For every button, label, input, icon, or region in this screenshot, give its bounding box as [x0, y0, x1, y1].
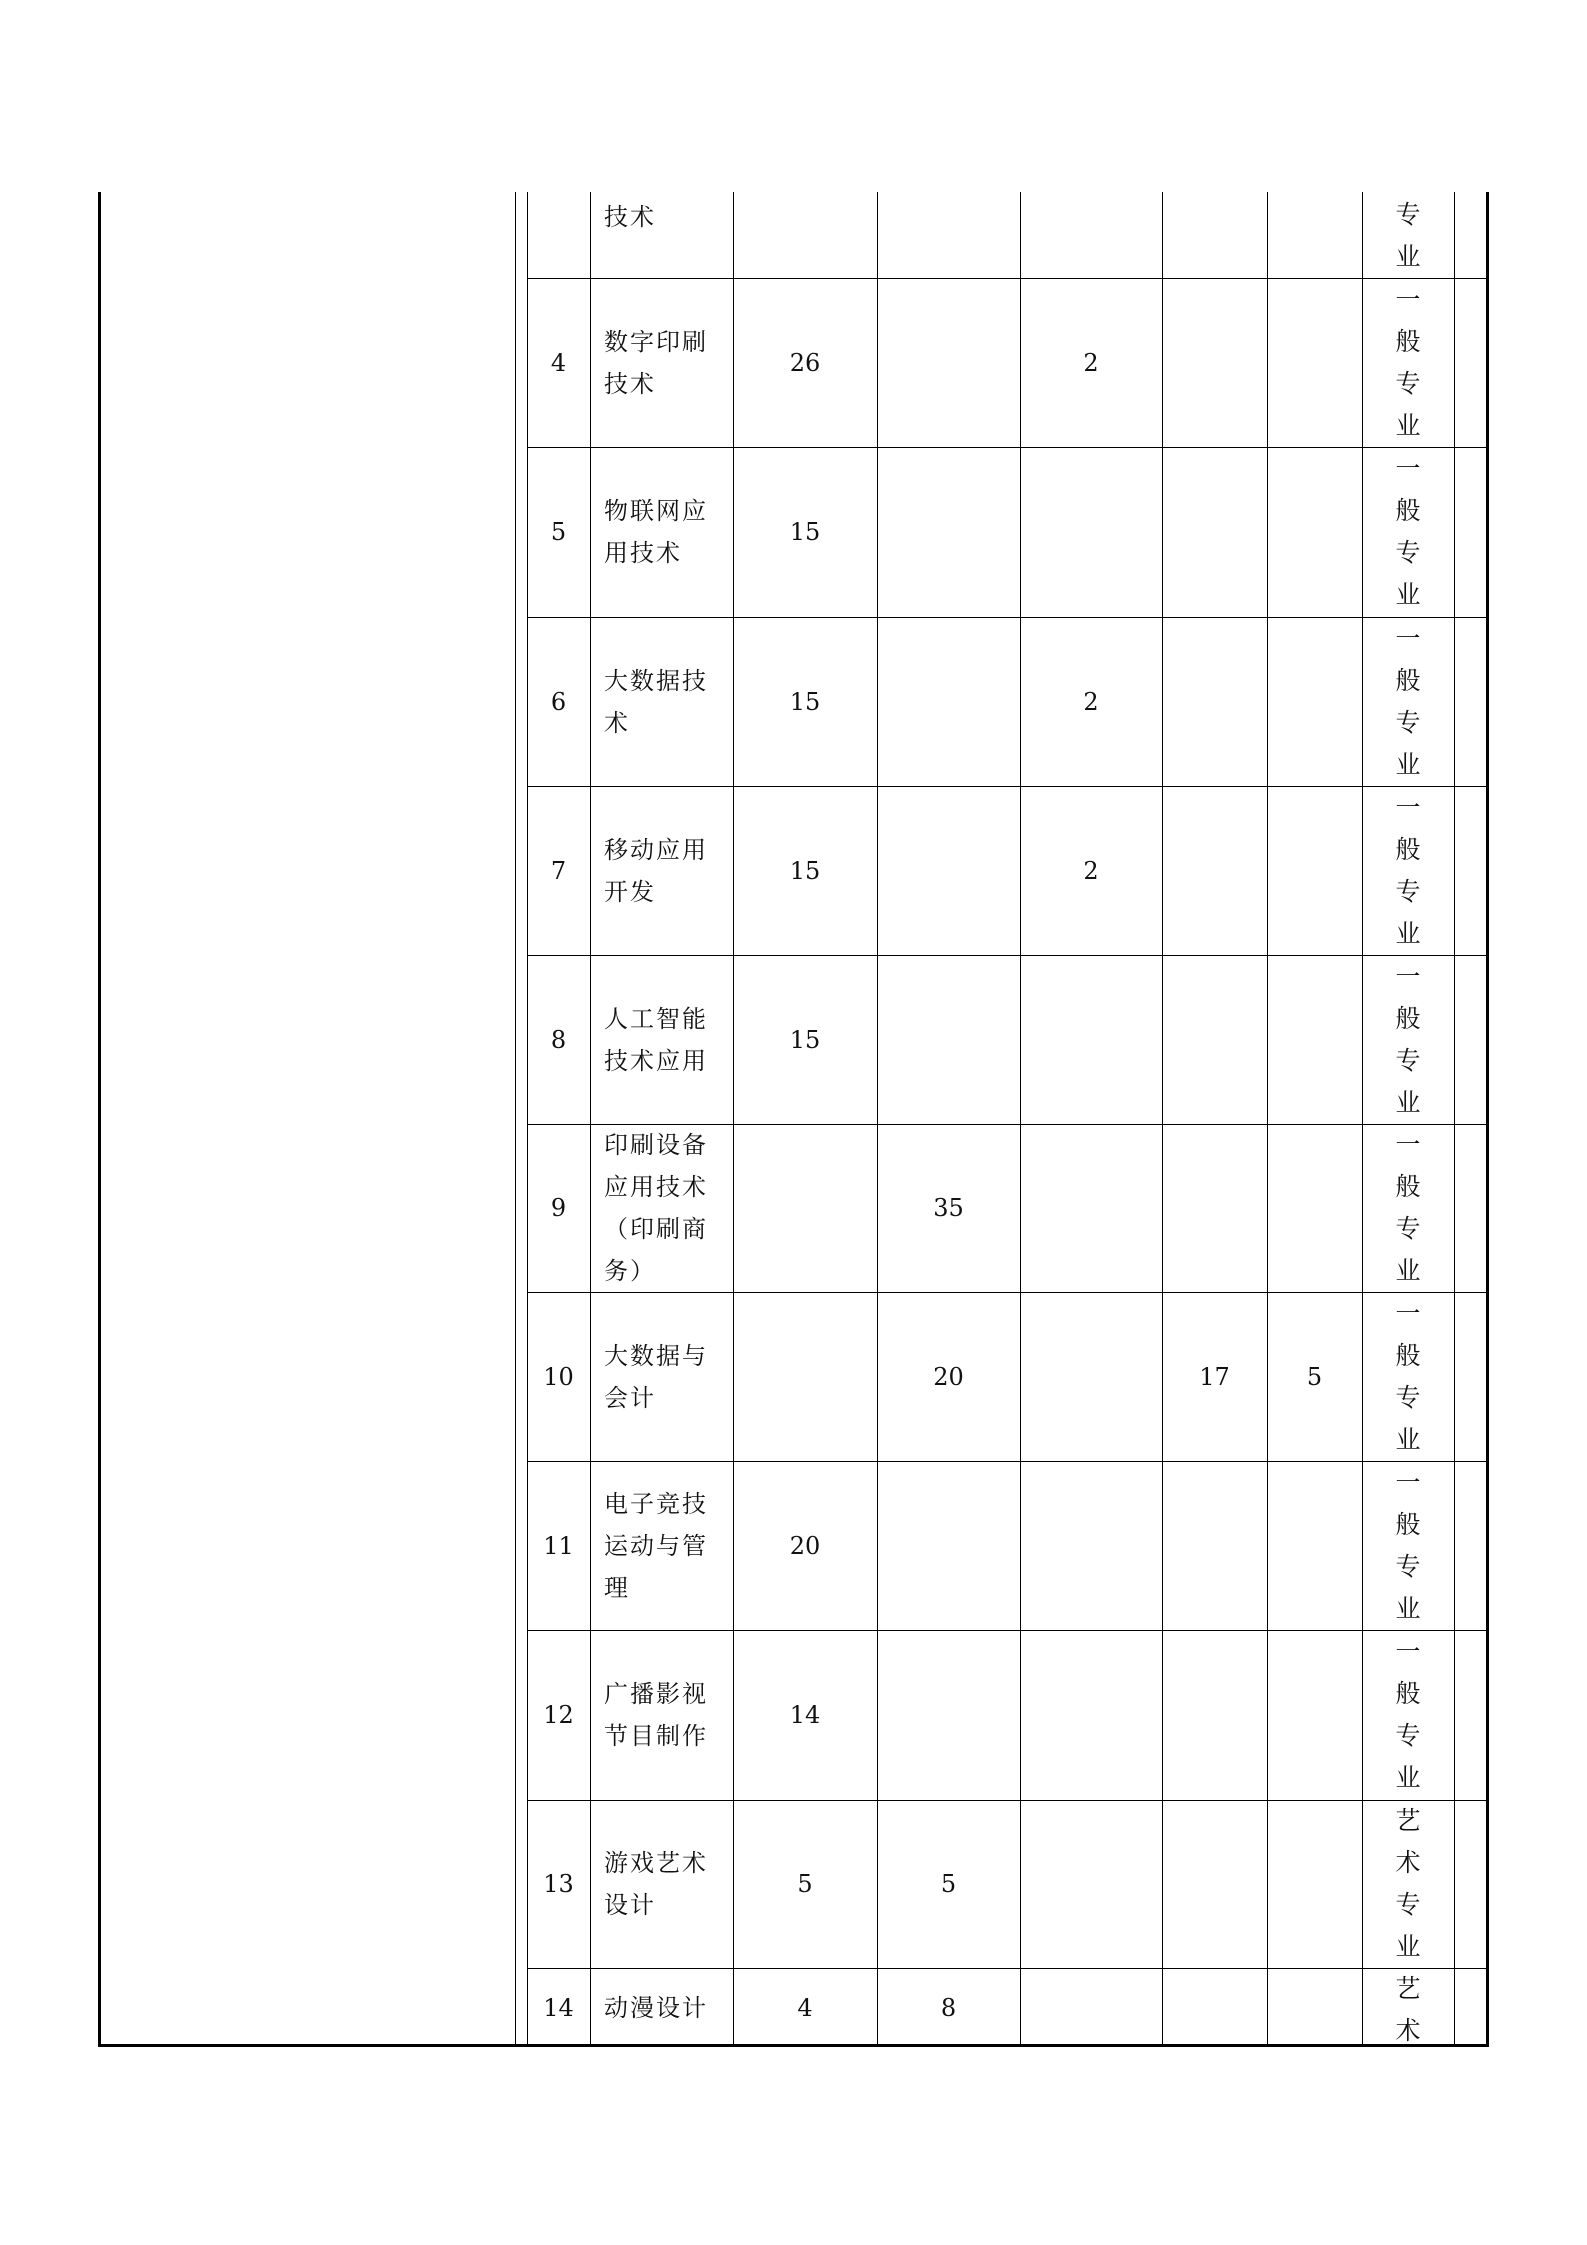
value-cell-col3 — [733, 1124, 877, 1292]
major-type: 艺术专业 — [1395, 1806, 1421, 1961]
course-name: 大数据与会计 — [604, 1341, 708, 1412]
cell-value: 5 — [797, 1870, 813, 1898]
value-cell-col3 — [733, 1630, 877, 1800]
value-cell-col6 — [1162, 447, 1267, 617]
value-cell-col6 — [1162, 1124, 1267, 1292]
value-cell-col4 — [877, 1968, 1020, 2047]
value-cell-col4 — [877, 1461, 1020, 1630]
value-cell-col7 — [1267, 617, 1362, 786]
value-cell-col3 — [733, 1800, 877, 1968]
major-type-cell — [1362, 1800, 1454, 1968]
row-number-cell — [527, 1124, 590, 1292]
value-cell-col4 — [877, 1124, 1020, 1292]
major-type-cell — [1362, 1124, 1454, 1292]
course-name: 大数据技术 — [604, 666, 708, 737]
cell-value: 35 — [933, 1194, 964, 1222]
value-cell-col6 — [1162, 1292, 1267, 1461]
row-number-cell — [527, 617, 590, 786]
value-cell-col4 — [877, 1630, 1020, 1800]
value-cell-col5 — [1020, 447, 1162, 617]
row-number: 8 — [550, 1025, 567, 1054]
column-divider — [515, 192, 516, 2045]
value-cell-col6 — [1162, 1968, 1267, 2047]
major-type: 艺术 — [1395, 1974, 1421, 2045]
value-cell-col6 — [1162, 786, 1267, 955]
major-type: 一般专业 — [1395, 961, 1421, 1117]
value-cell-col6 — [1162, 955, 1267, 1124]
course-name: 广播影视节目制作 — [604, 1680, 708, 1750]
major-type: 一般专业 — [1395, 454, 1421, 609]
row-number: 11 — [543, 1531, 574, 1560]
value-cell-col4 — [877, 1292, 1020, 1461]
cell-value: 2 — [1083, 348, 1099, 377]
major-type: 一般专业 — [1395, 1467, 1421, 1623]
major-type: 专业 — [1395, 200, 1421, 271]
major-type-cell — [1362, 617, 1454, 786]
major-type: 一般专业 — [1395, 623, 1421, 779]
row-number-cell — [527, 1968, 590, 2047]
value-cell-col4 — [877, 955, 1020, 1124]
cell-value: 15 — [789, 856, 821, 885]
row-number-cell — [527, 1292, 590, 1461]
cell-value: 17 — [1199, 1362, 1230, 1391]
row-number: 9 — [550, 1194, 567, 1222]
value-cell-col5 — [1020, 278, 1162, 447]
row-number: 10 — [543, 1362, 574, 1391]
value-cell-col3 — [733, 786, 877, 955]
course-name-cell — [590, 1461, 733, 1630]
course-name-cell — [590, 192, 733, 278]
course-name-cell — [590, 786, 733, 955]
major-type-cell — [1362, 1461, 1454, 1630]
value-cell-col3 — [733, 447, 877, 617]
course-name: 动漫设计 — [604, 1993, 708, 2022]
value-cell-col3 — [733, 1292, 877, 1461]
course-name-cell — [590, 1800, 733, 1968]
cell-value: 20 — [789, 1531, 821, 1560]
column-divider — [1454, 192, 1455, 2045]
value-cell-col5 — [1020, 617, 1162, 786]
cell-value: 14 — [789, 1701, 821, 1729]
value-cell-col4 — [877, 786, 1020, 955]
cell-value: 8 — [940, 1993, 957, 2022]
value-cell-col3 — [733, 278, 877, 447]
cell-value: 4 — [797, 1993, 813, 2022]
major-type-cell — [1362, 192, 1454, 278]
course-name: 游戏艺术设计 — [604, 1849, 708, 1919]
major-type-cell — [1362, 955, 1454, 1124]
value-cell-col4 — [877, 1800, 1020, 1968]
major-type-cell — [1362, 1968, 1454, 2047]
cell-value: 2 — [1083, 856, 1099, 885]
course-name: 技术 — [604, 203, 656, 231]
course-name-cell — [590, 1630, 733, 1800]
row-number-cell — [527, 447, 590, 617]
row-number-cell — [527, 955, 590, 1124]
course-name: 人工智能技术应用 — [604, 1004, 708, 1075]
value-cell-col5 — [1020, 1124, 1162, 1292]
row-number-cell — [527, 1630, 590, 1800]
value-cell-col6 — [1162, 1461, 1267, 1630]
row-number-cell — [527, 278, 590, 447]
value-cell-col4 — [877, 617, 1020, 786]
value-cell-col6 — [1162, 1800, 1267, 1968]
row-number-cell — [527, 192, 590, 278]
course-name-cell — [590, 1968, 733, 2047]
value-cell-col7 — [1267, 786, 1362, 955]
value-cell-col4 — [877, 192, 1020, 278]
value-cell-col7 — [1267, 955, 1362, 1124]
row-number: 13 — [543, 1870, 574, 1898]
course-name-cell — [590, 1292, 733, 1461]
value-cell-col5 — [1020, 1800, 1162, 1968]
cell-value: 26 — [789, 348, 821, 377]
cell-value: 20 — [933, 1362, 964, 1391]
value-cell-col4 — [877, 278, 1020, 447]
value-cell-col7 — [1267, 1292, 1362, 1461]
major-type-cell — [1362, 447, 1454, 617]
major-type-cell — [1362, 1630, 1454, 1800]
course-name: 电子竞技运动与管理 — [604, 1489, 708, 1602]
value-cell-col5 — [1020, 786, 1162, 955]
major-type: 一般专业 — [1395, 284, 1421, 440]
value-cell-col3 — [733, 192, 877, 278]
value-cell-col7 — [1267, 1461, 1362, 1630]
course-name-cell — [590, 955, 733, 1124]
value-cell-col7 — [1267, 1968, 1362, 2047]
course-name-cell — [590, 617, 733, 786]
value-cell-col7 — [1267, 192, 1362, 278]
cell-value: 5 — [1306, 1362, 1323, 1391]
value-cell-col5 — [1020, 955, 1162, 1124]
row-number-cell — [527, 1800, 590, 1968]
value-cell-col5 — [1020, 1461, 1162, 1630]
value-cell-col7 — [1267, 278, 1362, 447]
row-number-cell — [527, 1461, 590, 1630]
major-type: 一般专业 — [1395, 1298, 1421, 1454]
value-cell-col6 — [1162, 192, 1267, 278]
major-type-cell — [1362, 278, 1454, 447]
cell-value: 5 — [940, 1870, 957, 1898]
value-cell-col5 — [1020, 1968, 1162, 2047]
cell-value: 15 — [789, 1025, 821, 1054]
course-name-cell — [590, 1124, 733, 1292]
row-number: 7 — [550, 856, 567, 885]
value-cell-col6 — [1162, 1630, 1267, 1800]
major-type: 一般专业 — [1395, 1130, 1421, 1285]
row-number: 14 — [543, 1993, 574, 2022]
cell-value: 15 — [789, 518, 821, 546]
cell-value: 2 — [1083, 687, 1099, 716]
major-type: 一般专业 — [1395, 1637, 1421, 1792]
value-cell-col6 — [1162, 278, 1267, 447]
value-cell-col7 — [1267, 1800, 1362, 1968]
value-cell-col7 — [1267, 1124, 1362, 1292]
course-name: 印刷设备应用技术（印刷商务） — [604, 1131, 708, 1285]
major-type-cell — [1362, 1292, 1454, 1461]
row-number: 12 — [543, 1701, 574, 1729]
value-cell-col3 — [733, 617, 877, 786]
value-cell-col3 — [733, 955, 877, 1124]
row-number-cell — [527, 786, 590, 955]
course-name: 数字印刷技术 — [604, 327, 708, 398]
row-number: 6 — [550, 687, 567, 716]
value-cell-col5 — [1020, 192, 1162, 278]
cell-value: 15 — [789, 687, 821, 716]
course-name: 物联网应用技术 — [604, 497, 708, 567]
value-cell-col7 — [1267, 447, 1362, 617]
value-cell-col3 — [733, 1968, 877, 2047]
row-number: 4 — [550, 348, 567, 377]
value-cell-col6 — [1162, 617, 1267, 786]
value-cell-col7 — [1267, 1630, 1362, 1800]
course-name-cell — [590, 447, 733, 617]
major-type-cell — [1362, 786, 1454, 955]
value-cell-col4 — [877, 447, 1020, 617]
value-cell-col3 — [733, 1461, 877, 1630]
row-number: 5 — [550, 518, 567, 546]
course-name-cell — [590, 278, 733, 447]
course-name: 移动应用开发 — [604, 835, 708, 906]
value-cell-col5 — [1020, 1292, 1162, 1461]
major-type: 一般专业 — [1395, 792, 1421, 948]
value-cell-col5 — [1020, 1630, 1162, 1800]
